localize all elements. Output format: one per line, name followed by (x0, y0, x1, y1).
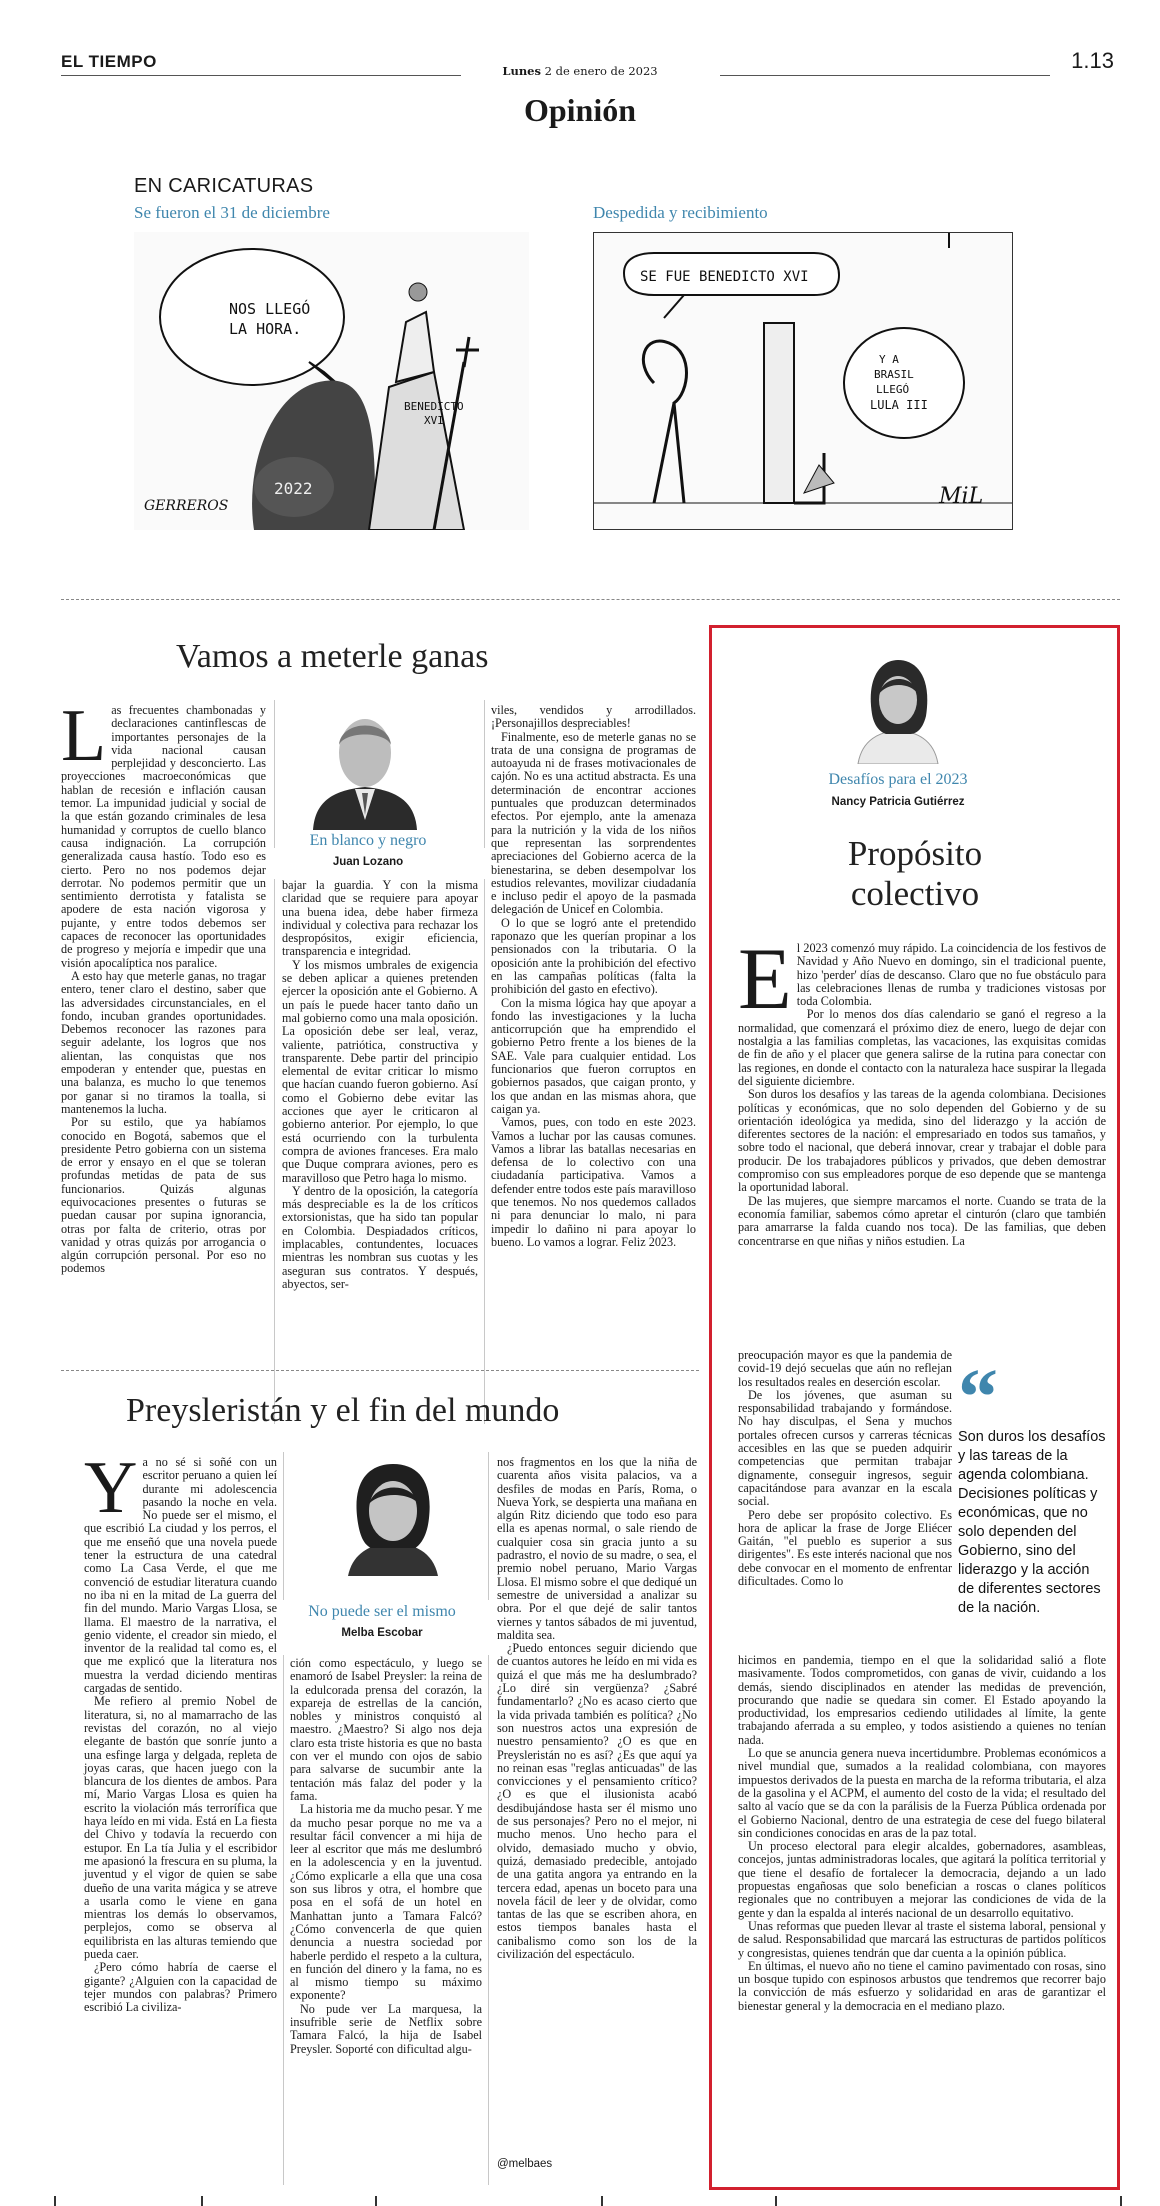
article3-body-narrow (738, 1349, 952, 1588)
paragraph: Son duros los desafíos y las tareas de la agenda colombiana. Decisiones políticas y económicas, que no solo dependen del Gobierno y de su orientación ideológica ya medida, sino del liderazgo y la acción de diferentes sectores de la nación: el empresariado en todos sus tamaños, y sobre todo el nacional, que deberá innovar, crear y trabajar el doble para producir. De los trabajadores públicos y privados, que deben demostrar compromiso con sus empleadores porque de eso depende que se mantenga la oportunidad laboral. (738, 1087, 1106, 1195)
paragraph: Me refiero al premio Nobel de literatura, si, no al mamarracho de las revistas del corazón, no al viejo elegante de bastón que sonríe junto a una esfinge larga y delgada, repleta de joyas caras, que hacen juego con la blancura de los dientes de ambos. Para mí, Mario Vargas Llosa es quien ha escrito la violación más terrorífica que haya leído en mi vida. Está en La fiesta del Chivo y todavía la recuerdo con estupor. En La tía Julia y el escribidor me apasionó la frescura en su pluma, la juventud y el vigor de quien se sabe dueño de una varita mágica y se atreve a usarla como le viene en gana mientras los demás lo observamos, perplejos, como se observa al equilibrista en las alturas temiendo que pueda caer. (84, 1694, 277, 1961)
article1-column-2 (282, 879, 478, 1291)
article3-body-bottom (738, 1654, 1106, 2013)
paragraph: hicimos en pandemia, tiempo en el que la solidaridad salió a flote masivamente. Todos comprometidos, con ganas de vivir, cuidando a los demás, siendo disciplinados en atender las medidas de prevención, procurando que nadie se quedara sin comer. El Estado apoyando la productividad, los empresarios cediendo utilidades al límite, la gente trabajando aferrada a su empleo, y todos asistiendo a quienes no tenían nada. (738, 1653, 1106, 1747)
column-kicker: No puede ser el mismo (308, 1603, 456, 1620)
cartoons-heading: EN CARICATURAS (134, 175, 314, 197)
article1-column-1 (61, 695, 266, 1276)
article-title: Preysleristán y el fin del mundo (126, 1392, 560, 1429)
section-title: Opinión (523, 92, 637, 128)
paragraph: Con la misma lógica hay que apoyar a fondo las investigaciones y la lucha anticorrupción que ha emprendido el gobierno Petro frente a los bienes de la SAE. Vale para cualquier entidad. Los funcionarios que fueron corruptos en gobiernos pasados, que caigan pronto, y los que andan en las mismas ahora, que caigan ya. (491, 995, 696, 1116)
crop-mark (775, 2196, 777, 2206)
author-name: Melba Escobar (341, 1627, 423, 1639)
column-rule (484, 700, 485, 848)
author-name: Nancy Patricia Gutiérrez (831, 796, 965, 808)
cartoon-right (593, 232, 1013, 530)
paragraph: a no sé si soñé con un escritor peruano a quien leí durante mi adolescencia pasando la noche en vela. No puede ser el mismo, el que escribió La ciudad y los perros, el que me enseñó que una novela puede tener la estructura de una catedral como La Casa Verde, el que me convenció de estudiar literatura cuando no iba ni en la mitad de La guerra del fin del mundo. Mario Vargas Llosa, se llama. El maestro de la narrativa, el genio vidente, el creador sin miedo, el inventor de la realidad tal como es, el que me explicó que la literatura nos muestra la verdad diciendo mentiras cargadas de sentido. (84, 1455, 277, 1696)
paragraph: ¿Pero cómo habría de caerse el gigante? ¿Alguien con la capacidad de tejer mundos con palabras? Primero escribió La civiliza- (84, 1960, 277, 2015)
author-name: Juan Lozano (332, 856, 404, 868)
paragraph: Y dentro de la oposición, la categoría más despreciable es la de los críticos extorsionistas, que ha sido tan popular en Colombia. Despiadados críticos, implacables, contundentes, locuaces mientras les nombran sus cuotas y les aseguran sus contratos. Y después, abyectos, ser- (282, 1183, 478, 1291)
paragraph: A esto hay que meterle ganas, no tragar entero, tener claro el destino, saber que las adversidades circunstanciales, en el fondo, incuban grandes oportunidades. Debemos reconocer las razones para seguir adelante, los logros que nos alientan, las conquistas que nos empoderan y entender que, puestas en una balanza, es mucho lo que tenemos por ganar si no tiramos la toalla, si mantenemos la lucha. (61, 968, 266, 1116)
paragraph: De las mujeres, que siempre marcamos el norte. Cuando se trata de la economía familiar, sabemos cómo apretar el cinturón (claro que también para amarrarse la falda cuando nos toca). De las familias, que deben concentrarse en que niñas y niños estudien. La (738, 1193, 1106, 1248)
crop-mark (375, 2196, 377, 2206)
quote-mark-icon: “ (958, 1354, 998, 1442)
paragraph: as frecuentes chambonadas y declaraciones cantinflescas de importantes personajes de la vida nacional causan perplejidad y desconcierto. Las proyecciones macroeconómicas que hablan de recesión e inflación causan temor. La impunidad judicial y social de la que están gozando criminales de lesa humanidad y corruptos de cuello blanco causa indignación. La corrupción generalizada causa hastío. Todo eso es cierto. Pero no nos podemos dejar derrotar. No podemos permitir que un sentimiento derrotista y fatalista se apodere de esta nación vigorosa y pujante, y entre todos debemos ser capaces de reconocer las oportunidades de progreso y mejoría e impedir que una visión apocalíptica nos paralice. (61, 703, 266, 970)
article2-column-3 (497, 1456, 697, 1961)
paragraph: Por su estilo, que ya habíamos conocido en Bogotá, sabemos que el presidente Petro gobierna con un sistema de error y ensayo en el que se toleran profundas metidas de pata de sus funcionarios. Quizás algunas equivocaciones presentes o futuras se puedan causar por supina ignorancia, otras por falta de criterio, otras por vanidad y otras quizás por arrogancia o algún corrupción personal. Por eso no podemos (61, 1115, 266, 1276)
paragraph: Lo que se anuncia genera nueva incertidumbre. Problemas económicos a nivel mundial que, sumados a la realidad colombiana, con mayores impuestos derivados de la puesta en marcha de la reforma tributaria, el alza de la gasolina y el ACPM, el aumento del costo de la vida; el resultado del salto al vacío que se da con la parálisis de la Fuerza Pública ordenada por el Gobierno Nacional, dentro de una estrategia de cese del fuego bilateral sin condiciones conocidas en aras de la paz total. (738, 1746, 1106, 1840)
paragraph: ción como espectáculo, y luego se enamoró de Isabel Preysler: la reina de la edulcorada prensa del corazón, la expareja de estrellas de la canción, nobles y ministros conquistó al maestro. ¿Maestro? Si algo nos deja claro esta triste historia es que no basta con ver el mundo con ojos de sabio para salvarse de sucumbir ante la tentación más falaz del poder y la fama. (290, 1656, 482, 1803)
paragraph: No pude ver La marquesa, la insufrible serie de Netflix sobre Tamara Falcó, la hija de Isabel Preysler. Soporté con dificultad algu- (290, 2001, 482, 2056)
cartoon-right-bubble2-line1: Y A (879, 353, 899, 366)
cartoon-left-bubble-line1: NOS LLEGÓ (229, 300, 311, 318)
author-handle: @melbaes (497, 2158, 553, 2170)
paragraph: ¿Puedo entonces seguir diciendo que de cuantos autores he leído en mi vida es quizá el que más me ha deslumbrado? ¿Lo diré sin vergüenza? ¿Sabré fundamentarlo? ¿No es acaso cierto que la vida privada también es política? ¿No son nuestros actos una expresión de nuestro pensamiento? ¿O es que en Preysleristán no es así? ¿Es que aquí ya no reinan esas "reglas anticuadas" de las convicciones y el pensamiento crítico? ¿O es que el ilusionista acabó desdibujándose hasta ser él mismo uno de sus personajes? Pero no el mejor, ni mucho menos. Uno hecho para el olvido, demasiado mucho y obvio, quizá, demasiado predecible, antojado de una gatita angora ya entrando en la tercera edad, apenas un boceto para una novela fácil de leer y de olvidar, como tantas de las que se escriben ahora, en estos tiempos banales hasta el canibalismo como son los de la civilización del espectáculo. (497, 1641, 697, 1961)
dropcap: L (61, 695, 107, 777)
article-title-line-1: Propósito (847, 834, 983, 873)
column-kicker: Desafíos para el 2023 (828, 771, 968, 788)
issue-date: Lunes 2 de enero de 2023 (502, 64, 658, 78)
cartoon-right-bubble2-line3: LLEGÓ (876, 383, 910, 396)
column-rule (484, 879, 485, 1424)
paragraph: Y los mismos umbrales de exigencia se deben aplicar a quienes pretenden ejercer la oposición ante el Gobierno. A un país le puede hacer tanto daño un mal gobierno como una mala oposición. La oposición debe ser leal, veraz, valiente, patriótica, constructiva y transparente. Debe partir del principio elemental de evitar criticar lo mismo que hacían cuando fueron gobierno. Así como el Gobierno debe evitar las acciones que ayer le criticaron al gobierno anterior. Por ejemplo, lo que está ocurriendo con la turbulenta compra de aviones franceses. Era malo que Duque comprara aviones, pero es maravilloso que Petro haga lo mismo. (282, 957, 478, 1185)
dropcap: E (738, 931, 792, 1028)
paragraph: Vamos, pues, con todo en este 2023. Vamos a luchar por las causas comunes. Vamos a librar las batallas necesarias en defensa de lo colectivo con una ciudadanía participativa. Vamos a defender entre todos este país maravilloso que tenemos. No nos quedemos callados ni para denunciar lo malo, ni para impedir lo dañino ni para apoyar lo bueno. Lo vamos a lograr. Feliz 2023. (491, 1115, 696, 1249)
paragraph: Finalmente, eso de meterle ganas no se trata de una consigna de programas de autoayuda ni de frases motivacionales de cajón. No es una actitud abstracta. Es una determinación de encontrar acciones puntuales que produzcan determinados efectos. Por ejemplo, ante la amenaza para la nutrición y la vida de los niños que representan las sorprendentes apreciaciones del Gobierno acerca de la bienestarina, se deben desempolvar los estudios relevantes, movilizar ciudadanía e incluso pedir el apoyo de la pasmada delegación de Unicef en Colombia. (491, 729, 696, 917)
cartoon-left-tag-name-2: XVI (424, 414, 444, 427)
paragraph: l 2023 comenzó muy rápido. La coincidencia de los festivos de Navidad y Año Nuevo en domingo, sin el tradicional puente, hizo 'perder' días de descanso. Claro que no fue obstáculo para las celebraciones llenas de rumba y tradiciones vistosas por toda Colombia. (796, 941, 1106, 1009)
paragraph: nos fragmentos en los que la niña de cuarenta años visita palacios, va a desfiles de modas en París, Roma, o Nueva York, se despierta una mañana en algún Ritz diciendo que todo eso para ella es apenas normal, o sale riendo de cualquier cosa sin gracia junto a su padrastro, el novio de su madre, o sea, el premio nobel peruano, Mario Vargas Llosa. El mismo sobre el que dediqué un semestre de universidad a analizar su obra. Por el que dejé de salir tantos viernes y tantos sábados de mi juventud, maldita sea. (497, 1455, 697, 1642)
page-number: 1.13 (1071, 48, 1114, 73)
cartoon-right-bubble2-line2: BRASIL (874, 368, 914, 381)
author-photo (305, 705, 425, 830)
paragraph: Unas reformas que pueden llevar al traste el sistema laboral, pensional y de salud. Responsabilidad que marcará las estructuras de partidos políticos y congresistas, quienes tendrán que dar cuenta a la opinión pública. (738, 1918, 1106, 1960)
article3-body-top (738, 931, 1106, 1248)
paragraph: viles, vendidos y arrodillados. ¡Personajillos despreciables! (491, 703, 696, 731)
cartoon-left-signature: GERREROS (144, 498, 229, 514)
dropcap: Y (84, 1447, 138, 1529)
paragraph: Por lo menos dos días calendario se ganó el regreso a la normalidad, que comenzará el próximo diez de enero, luego de dejar con nostalgia a las familias completas, las vacaciones, las exquisitas comidas de fin de año y el placer que genera salirse de la rutina para conectar con las regiones, en donde el contacto con la naturaleza hace suspirar la llegada del siguiente diciembre. (738, 1007, 1106, 1088)
crop-mark (1120, 2196, 1122, 2206)
column-kicker: En blanco y negro (309, 832, 427, 849)
article1-column-3 (491, 704, 696, 1249)
cartoon-left-caption: Se fueron el 31 de diciembre (134, 203, 330, 222)
article-divider (61, 1370, 699, 1371)
paragraph: preocupación mayor es que la pandemia de covid-19 dejó secuelas que aún no reflejan los resultados reales en deserción escolar. (738, 1348, 952, 1389)
article2-column-2 (290, 1657, 482, 2056)
cartoon-right-bubble2-line4: LULA III (870, 398, 928, 412)
author-photo (852, 654, 944, 764)
cartoons-divider (61, 599, 1120, 600)
cartoon-right-bubble1: SE FUE BENEDICTO XVI (640, 269, 809, 285)
paragraph: Un proceso electoral para elegir alcaldes, gobernadores, asambleas, concejos, juntas administradoras locales, que agitará la política territorial y que tiene el desafío de fortalecer la democracia, dejando a un lado propuestas engañosas que solo benefician a roscas o clanes políticos regionales que no contribuyen a mejorar las condiciones de vida de la gente y dan la espalda al interés nacional de un desarrollo equitativo. (738, 1839, 1106, 1920)
crop-mark (601, 2196, 603, 2206)
cartoon-right-caption: Despedida y recibimiento (593, 203, 768, 222)
paragraph: En últimas, el nuevo año no tiene el camino pavimentado con rosas, sino un bosque tupido con espinosos arbustos que tendremos que recorrer bajo la convicción de más esfuerzo y solidaridad en aras de garantizar el bienestar general y la democracia en el mediano plazo. (738, 1958, 1106, 2013)
pull-quote (958, 1354, 1108, 1618)
cartoon-left-tag-name-1: BENEDICTO (404, 400, 464, 413)
paragraph: Pero debe ser propósito colectivo. Es hora de aplicar la frase de Jorge Eliécer Gaitán, "el pueblo es superior a sus dirigentes". Es este interés nacional que nos debe convocar en el momento de enfrentar dificultades. Como lo (738, 1507, 952, 1589)
cartoon-left-tag-year: 2022 (274, 479, 313, 498)
paragraph: bajar la guardia. Y con la misma claridad que se requiere para apoyar una buena idea, debe haber firmeza individual y colectiva para rechazar los despropósitos, exigir eficiencia, transparencia e integridad. (282, 878, 478, 959)
cartoon-left (134, 232, 529, 530)
paragraph: De los jóvenes, que asuman su responsabilidad trabajando y formándose. No hay disculpas, el Sena y muchos portales ofrecen cursos y carreras técnicas accesibles en las que se pueden adquirir competencias que permitan trabajar dignamente, conseguir ingresos, seguir capacitándose para avanzar en la escala social. (738, 1387, 952, 1509)
column-rule (283, 1452, 284, 1600)
pull-quote-text: Son duros los desafíos y las tareas de la agenda colombiana. Decisiones políticas y económicas, que no solo dependen del Gobierno, sino del liderazgo y la acción de diferentes sectores de la nación. (958, 1429, 1106, 1616)
brand-logo: EL TIEMPO (61, 52, 157, 71)
column-rule (274, 700, 275, 848)
article-title-line-2: colectivo (850, 874, 980, 913)
column-rule (283, 1655, 284, 2185)
crop-mark (54, 2196, 56, 2206)
article-title: Vamos a meterle ganas (176, 638, 489, 675)
paragraph: O lo que se logró ante el pretendido raponazo que les querían propinar a los pensionados con la tributaria. O la oposición ante la prohibición del efectivo en las campañas políticas (falta la prohibición del gasto en efectivo). (491, 915, 696, 997)
column-rule (488, 1655, 489, 2185)
paragraph: La historia me da mucho pesar. Y me da mucho pesar porque no me va a resultar fácil convencer a mi hija de leer al escritor que más me deslumbró en la adolescencia y en la juventud. ¿Cómo explicarle a ella que una cosa son sus libros y otra, el hombre que posa en el sofá de un hotel en Manhattan junto a Tamara Falcó? ¿Cómo convencerla de que quien denuncia a nuestra sociedad por haberle perdido el respeto a la cultura, en función del dinero y la fama, no es al mismo tiempo su máximo exponente? (290, 1802, 482, 2003)
article-title (740, 834, 1090, 914)
cartoon-left-bubble-line2: LA HORA. (229, 320, 302, 338)
cartoon-right-signature: MiL (939, 484, 984, 509)
column-rule (274, 879, 275, 1424)
column-rule (488, 1452, 489, 1600)
article2-column-1 (84, 1447, 277, 2015)
crop-mark (201, 2196, 203, 2206)
author-photo (323, 1456, 463, 1576)
